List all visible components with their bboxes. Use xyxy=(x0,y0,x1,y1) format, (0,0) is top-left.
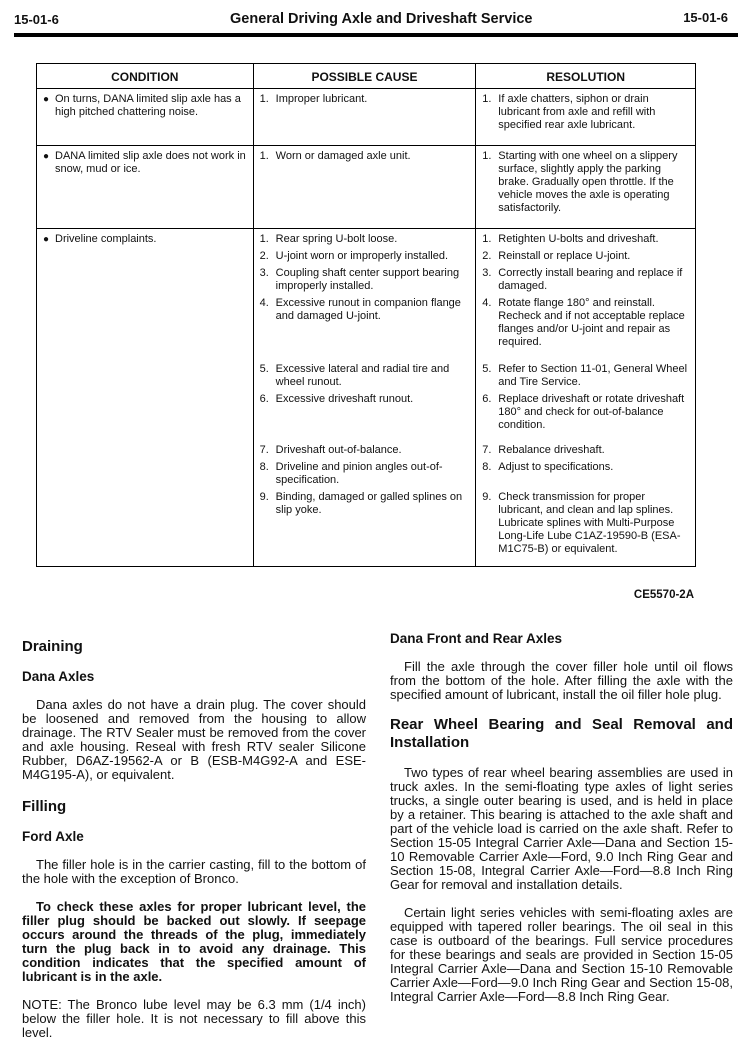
paragraph: Fill the axle through the cover filler hole until oil flows from the bottom of the hole. After filling the axle with the specified amount of lubricant, install the oil filler hole plug. xyxy=(390,659,733,702)
diagnosis-table xyxy=(36,63,696,567)
cause-cell xyxy=(253,229,476,567)
cause-cell xyxy=(253,89,476,146)
list-item xyxy=(482,393,689,432)
item-number: 6. xyxy=(259,393,269,405)
item-number: 9. xyxy=(259,491,269,503)
page-title: General Driving Axle and Driveshaft Service xyxy=(230,11,533,27)
list-item xyxy=(260,491,470,556)
item-number: 7. xyxy=(482,444,492,456)
item-number: 3. xyxy=(259,267,269,279)
item-text: Binding, damaged or galled splines on slip yoke. xyxy=(275,491,463,516)
item-number: 1. xyxy=(482,150,492,162)
item-text: Excessive runout in companion flange and damaged U-joint. xyxy=(275,297,461,322)
list-item xyxy=(482,233,689,246)
column-header: RESOLUTION xyxy=(476,64,696,89)
subsection-heading: Ford Axle xyxy=(22,829,84,844)
section-heading: Rear Wheel Bearing and Seal Removal and Installation xyxy=(390,716,733,751)
list-item xyxy=(482,250,689,263)
note-paragraph: NOTE: The Bronco lube level may be 6.3 mm (1/4 inch) below the filler hole. It is not necessary to fill above this level. xyxy=(22,997,366,1040)
list-item xyxy=(482,150,689,215)
item-text: Correctly install bearing and replace if damaged. xyxy=(498,267,683,292)
table-header-row xyxy=(37,64,696,89)
item-text: Rear spring U-bolt loose. xyxy=(275,233,398,245)
item-text: Excessive driveshaft runout. xyxy=(275,393,414,405)
item-number: 1. xyxy=(259,233,269,245)
item-number: 4. xyxy=(259,297,269,309)
item-number: 8. xyxy=(259,461,269,473)
item-text: Improper lubricant. xyxy=(275,93,368,105)
item-text: Check transmission for proper lubricant, and clean and lap splines. Lubricate splines with Multi-Purpose Long-Life Lube C1AZ-19590-B (ESA-M1C75-B) or equivalent. xyxy=(498,491,681,555)
item-number: 2. xyxy=(482,250,492,262)
condition-cell xyxy=(37,229,254,567)
item-text: Starting with one wheel on a slippery surface, slightly apply the parking brake. Gradually open throttle. If the vehicle moves the axle is operating satisfactorily. xyxy=(498,150,678,214)
condition-cell xyxy=(37,146,254,229)
item-text: Refer to Section 11-01, General Wheel and Tire Service. xyxy=(498,363,688,388)
bullet-icon: ● xyxy=(43,234,50,245)
list-item xyxy=(482,93,689,132)
bullet-icon: ● xyxy=(43,94,50,105)
item-text: Replace driveshaft or rotate driveshaft 180° and check for out-of-balance condition. xyxy=(498,393,685,431)
section-heading: Filling xyxy=(22,798,67,815)
condition-cell xyxy=(37,89,254,146)
item-text: U-joint worn or improperly installed. xyxy=(275,250,449,262)
list-item xyxy=(260,363,470,389)
page-number-left: 15-01-6 xyxy=(14,12,59,27)
list-item xyxy=(482,363,689,389)
table-row xyxy=(37,146,696,229)
bold-paragraph: To check these axles for proper lubricant level, the filler plug should be backed out slowly. If seepage occurs around the threads of the plug, immediately turn the plug back in to avoid any drainage. This condition indicates that the specified amount of lubricant is in the axle. xyxy=(22,899,366,984)
condition-text: Driveline complaints. xyxy=(55,233,157,245)
list-item xyxy=(260,393,470,432)
paragraph: Two types of rear wheel bearing assemblies are used in truck axles. In the semi-floating type axles of light series trucks, a single outer bearing is used, and is held in place by a retainer. This bearing is attached to the axle shaft and part of the vehicle load is carried on the axle shaft. Refer to Section 15-05 Integral Carrier Axle—Dana and Section 15-10 Removable Carrier Axle—Ford, 9.0 Inch Ring Gear and Section 15-08, Integral Carrier Axle—Ford—8.8 Inch Ring Gear for removal and installation details. xyxy=(390,765,733,892)
table-row xyxy=(37,89,696,146)
item-number: 7. xyxy=(259,444,269,456)
table-row xyxy=(37,229,696,567)
list-item xyxy=(260,250,470,263)
condition-text: On turns, DANA limited slip axle has a high pitched chattering noise. xyxy=(55,93,241,118)
item-number: 2. xyxy=(259,250,269,262)
item-text: If axle chatters, siphon or drain lubricant from axle and refill with specified rear axle lubricant. xyxy=(498,93,656,131)
list-item xyxy=(260,444,470,457)
item-number: 8. xyxy=(482,461,492,473)
list-item xyxy=(260,267,470,293)
item-number: 1. xyxy=(482,93,492,105)
header-rule xyxy=(14,33,738,37)
item-text: Driveline and pinion angles out-of-specification. xyxy=(275,461,443,486)
item-text: Rebalance driveshaft. xyxy=(498,444,605,456)
subsection-heading: Dana Front and Rear Axles xyxy=(390,631,563,646)
item-text: Adjust to specifications. xyxy=(498,461,614,473)
item-number: 1. xyxy=(482,233,492,245)
item-text: Retighten U-bolts and driveshaft. xyxy=(498,233,659,245)
paragraph: Certain light series vehicles with semi-floating axles are equipped with tapered roller bearings. The oil seal in this case is outboard of the bearings. Full service procedures for these bearings and seals are provided in Section 15-05 Integral Carrier Axle—Dana and Section 15-10 Removable Carrier Axle—Ford—9.0 Inch Ring Gear and Section 15-08, Integral Carrier Axle—Ford—8.8 Inch Ring Gear. xyxy=(390,905,733,1004)
list-item xyxy=(260,150,470,163)
list-item xyxy=(260,233,470,246)
subsection-heading: Dana Axles xyxy=(22,669,95,684)
column-header: POSSIBLE CAUSE xyxy=(253,64,476,89)
column-header: CONDITION xyxy=(37,64,254,89)
item-text: Worn or damaged axle unit. xyxy=(275,150,411,162)
item-text: Excessive lateral and radial tire and wheel runout. xyxy=(275,363,450,388)
list-item xyxy=(482,491,689,556)
item-number: 5. xyxy=(482,363,492,375)
item-number: 5. xyxy=(259,363,269,375)
condition-text: DANA limited slip axle does not work in snow, mud or ice. xyxy=(55,150,246,175)
cause-cell xyxy=(253,146,476,229)
list-item xyxy=(260,297,470,349)
list-item xyxy=(260,461,470,487)
item-number: 1. xyxy=(259,93,269,105)
item-number: 1. xyxy=(259,150,269,162)
item-number: 4. xyxy=(482,297,492,309)
item-text: Reinstall or replace U-joint. xyxy=(498,250,631,262)
item-number: 3. xyxy=(482,267,492,279)
list-item xyxy=(482,444,689,457)
right-column xyxy=(390,630,733,1018)
list-item xyxy=(482,297,689,349)
item-text: Driveshaft out-of-balance. xyxy=(275,444,402,456)
item-text: Coupling shaft center support bearing improperly installed. xyxy=(275,267,460,292)
paragraph: The filler hole is in the carrier casting, fill to the bottom of the hole with the exception of Bronco. xyxy=(22,857,366,886)
page-header xyxy=(14,8,728,32)
left-column xyxy=(22,630,366,1054)
list-item xyxy=(482,267,689,293)
list-item xyxy=(260,93,470,106)
bullet-icon: ● xyxy=(43,151,50,162)
item-number: 9. xyxy=(482,491,492,503)
figure-caption: CE5570-2A xyxy=(633,589,694,601)
page-number-right: 15-01-6 xyxy=(683,10,728,25)
paragraph: Dana axles do not have a drain plug. The cover should be loosened and removed from the housing to allow drainage. The RTV Sealer must be removed from the cover and axle housing. Reseal with fresh RTV sealer Silicone Rubber, D6AZ-19562-A or B (ESB-M4G92-A and ESE-M4G195-A), or equivalent. xyxy=(22,697,366,782)
resolution-cell xyxy=(476,89,696,146)
section-heading: Draining xyxy=(22,638,83,655)
list-item xyxy=(482,461,689,487)
resolution-cell xyxy=(476,229,696,567)
item-text: Rotate flange 180° and reinstall. Recheck and if not acceptable replace flanges and/or U-joint and repair as required. xyxy=(498,297,685,348)
resolution-cell xyxy=(476,146,696,229)
item-number: 6. xyxy=(482,393,492,405)
